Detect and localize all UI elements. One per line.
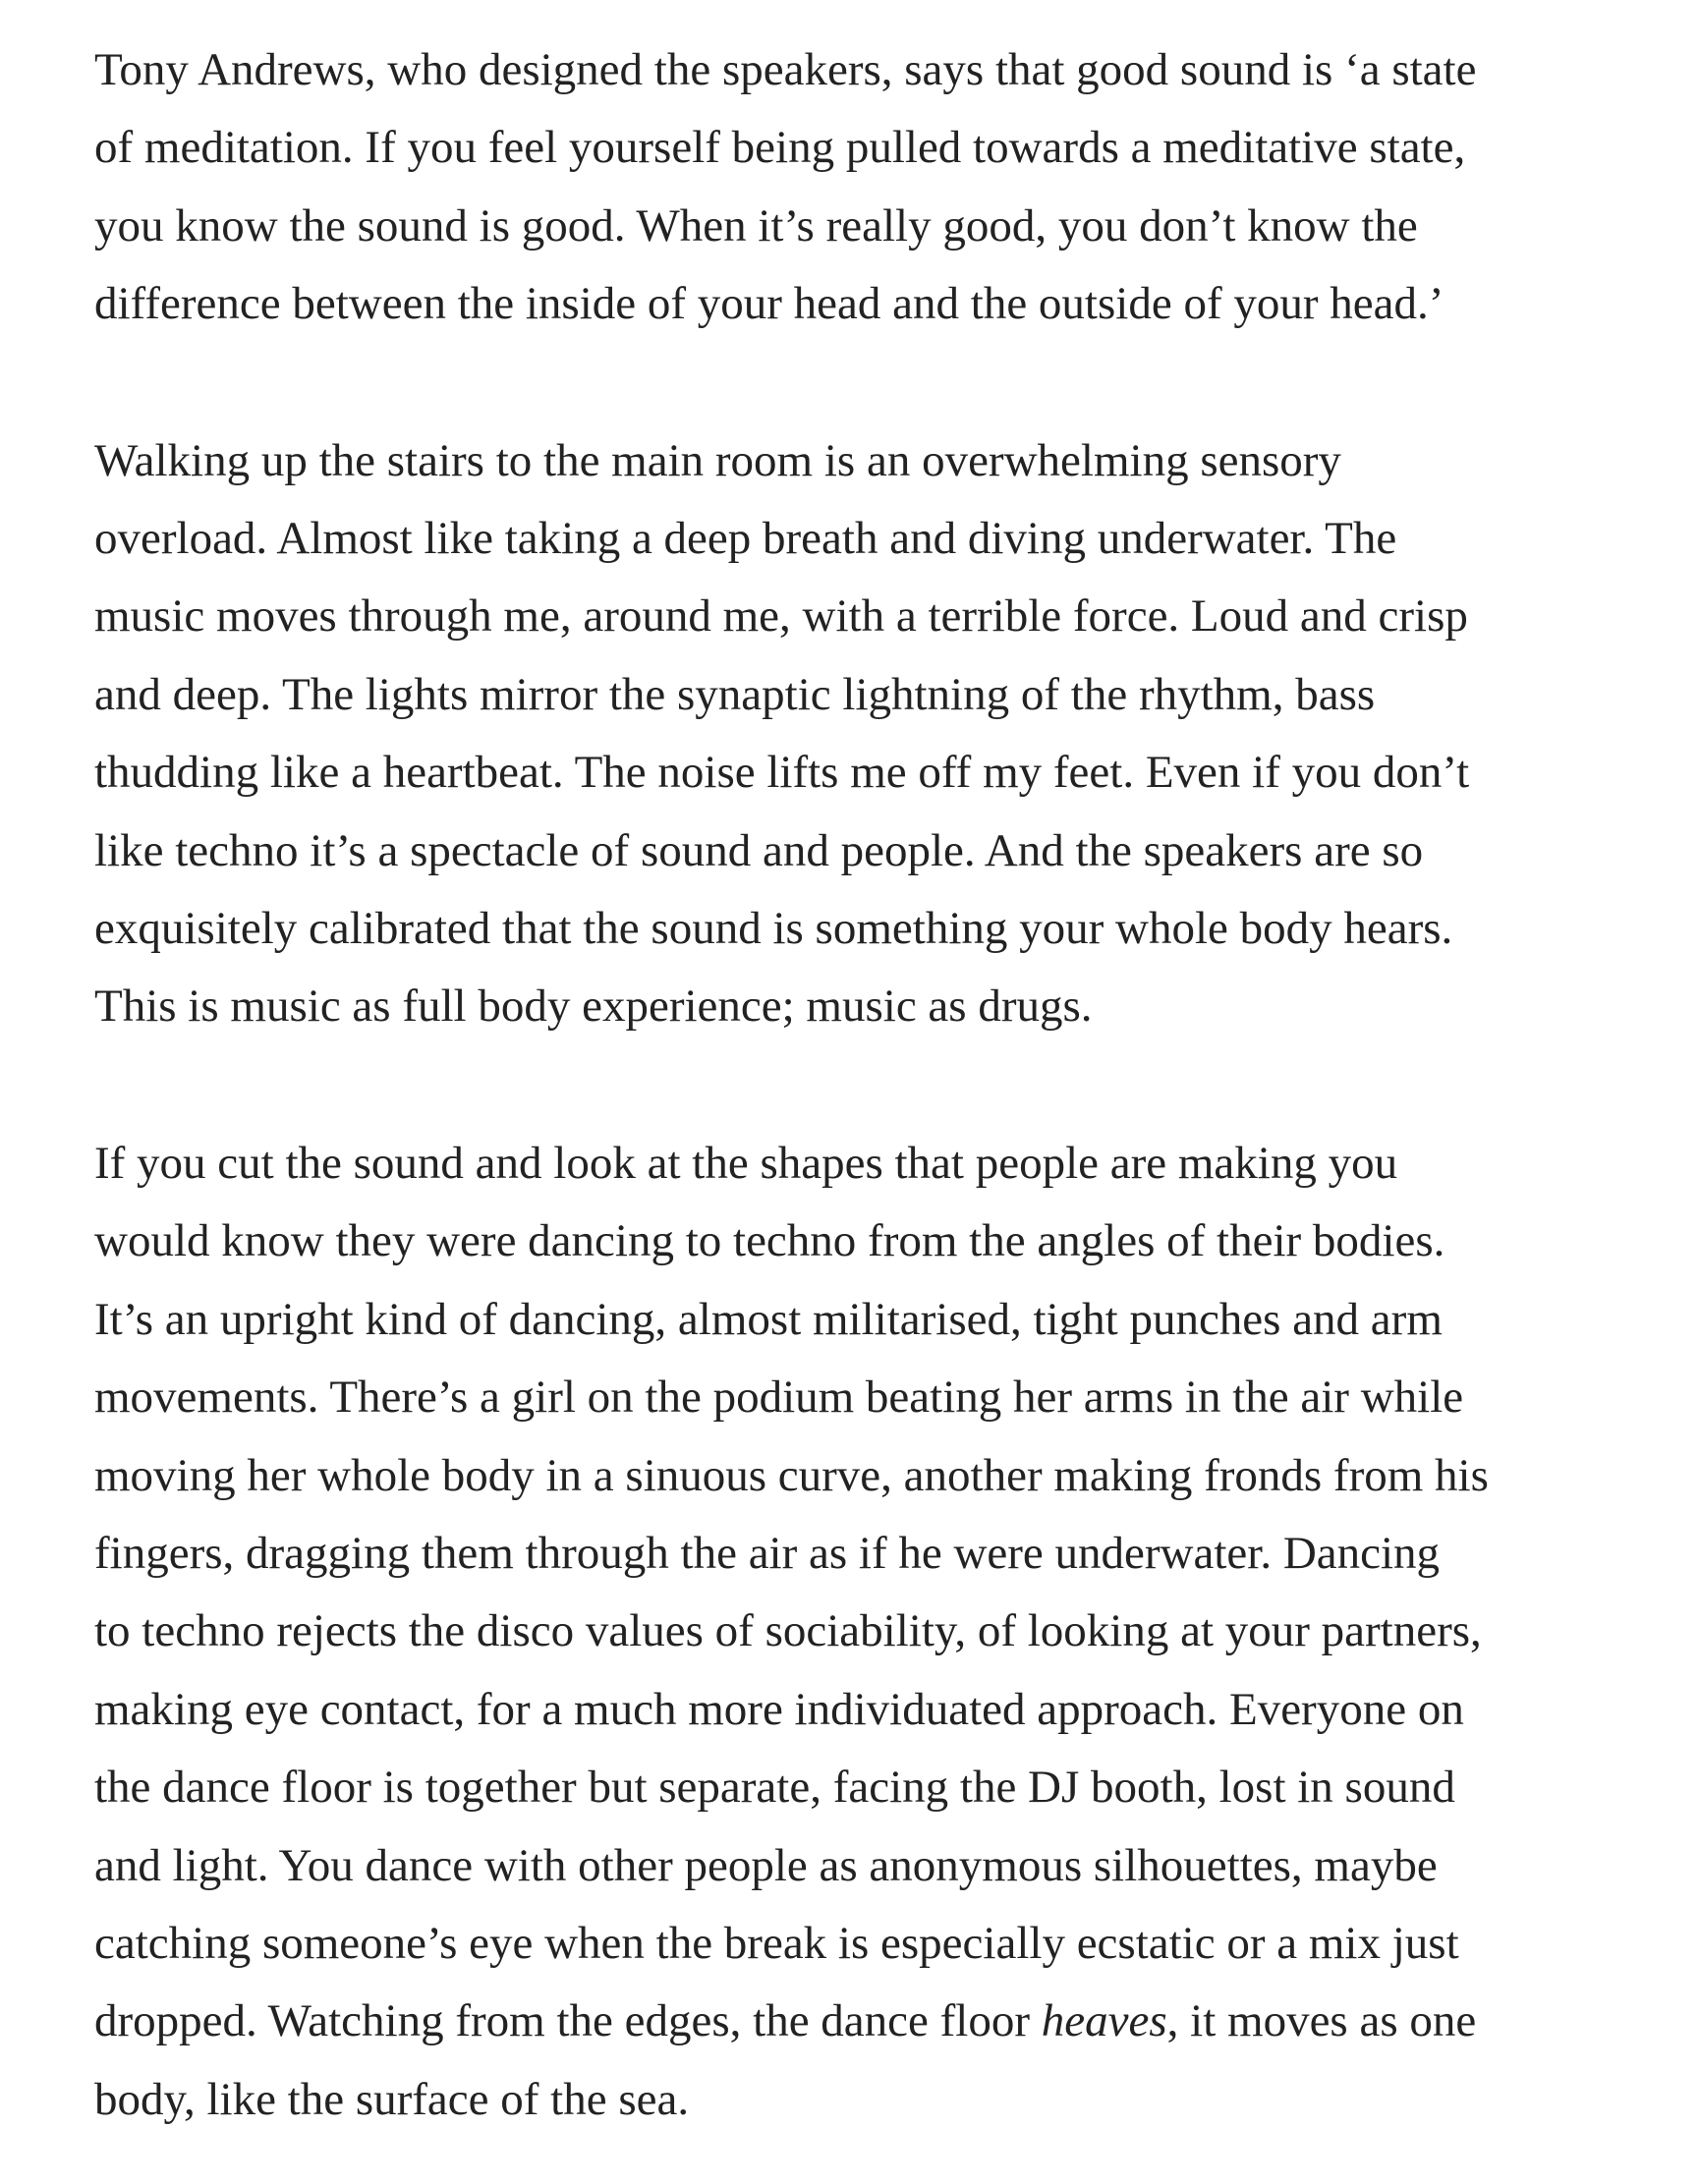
paragraph-3 [94, 1125, 1627, 2139]
emphasized-word: heaves [1041, 1995, 1167, 2047]
text-line: to techno rejects the disco values of sociability, of looking at your partners, [94, 1605, 1482, 1657]
text-line: overload. Almost like taking a deep breath and diving underwater. The [94, 513, 1397, 565]
paragraph-2 [94, 422, 1627, 1046]
text-line: exquisitely calibrated that the sound is something your whole body hears. [94, 903, 1453, 955]
text-segment: dropped. Watching from the edges, the dance floor [94, 1995, 1042, 2047]
text-line: of meditation. If you feel yourself being pulled towards a meditative state, [94, 122, 1466, 174]
paragraph-1 [94, 31, 1627, 344]
text-line: making eye contact, for a much more individuated approach. Everyone on [94, 1683, 1464, 1735]
text-line: you know the sound is good. When it’s really good, you don’t know the [94, 199, 1418, 252]
text-line: It’s an upright kind of dancing, almost militarised, tight punches and arm [94, 1293, 1443, 1345]
text-line: moving her whole body in a sinuous curve, another making fronds from his [94, 1449, 1489, 1501]
text-line: Walking up the stairs to the main room is an overwhelming sensory [94, 434, 1341, 486]
text-segment: , it moves as one [1166, 1995, 1477, 2047]
text-line: fingers, dragging them through the air as if he were underwater. Dancing [94, 1527, 1441, 1579]
text-line: would know they were dancing to techno from the angles of their bodies. [94, 1215, 1445, 1267]
text-line: catching someone’s eye when the break is especially ecstatic or a mix just [94, 1917, 1459, 1969]
article-body [94, 31, 1627, 2139]
text-line-with-emphasis [94, 1983, 1627, 2060]
text-line: movements. There’s a girl on the podium beating her arms in the air while [94, 1372, 1464, 1424]
text-line: the dance floor is together but separate, facing the DJ booth, lost in sound [94, 1762, 1455, 1814]
text-line: like techno it’s a spectacle of sound and people. And the speakers are so [94, 824, 1424, 876]
text-line: and deep. The lights mirror the synaptic lightning of the rhythm, bass [94, 668, 1376, 720]
text-line: If you cut the sound and look at the shapes that people are making you [94, 1137, 1398, 1189]
text-line: music moves through me, around me, with a terrible force. Loud and crisp [94, 590, 1468, 643]
text-line: thudding like a heartbeat. The noise lifts me off my feet. Even if you don’t [94, 747, 1470, 799]
text-line: and light. You dance with other people as anonymous silhouettes, maybe [94, 1839, 1438, 1891]
text-line: body, like the surface of the sea. [94, 2073, 690, 2125]
text-line: difference between the inside of your head and the outside of your head.’ [94, 278, 1444, 330]
text-line: Tony Andrews, who designed the speakers, says that good sound is ‘a state [94, 44, 1477, 95]
text-line: This is music as full body experience; music as drugs. [94, 980, 1093, 1033]
